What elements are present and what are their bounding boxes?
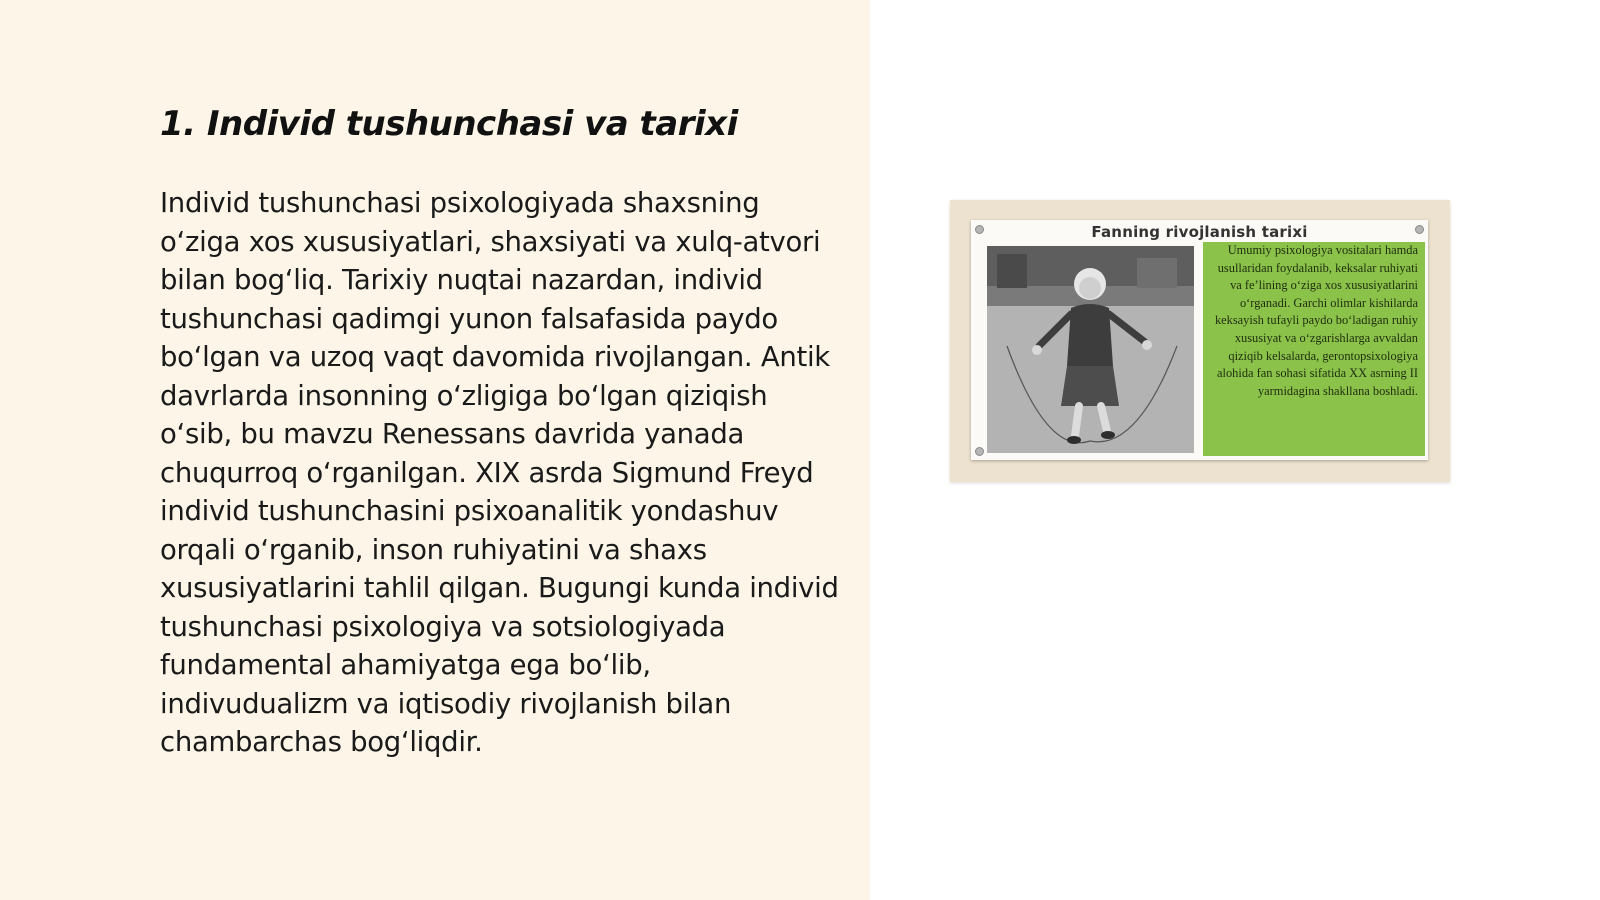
- pin-icon: [975, 447, 984, 456]
- slide-heading: 1. Individ tushunchasi va tarixi: [160, 104, 738, 144]
- figure-caption: Umumiy psixologiya vositalari hamda usullaridan foydalanib, keksalar ruhiyati va fe’lining o‘ziga xos xususiyatlarini o‘rganadi. Garchi olimlar kishilarda keksayish tufayli paydo bo‘ladigan ruhiy xususiyat va o‘zgarishlarga avvaldan qiziqib kelsalarda, gerontopsixologiya alohida fan sohasi sifatida XX asrning II yarmidagina shakllana boshladi.: [1214, 243, 1418, 398]
- elderly-woman-photo: [987, 246, 1194, 453]
- jumping-rope-illustration: [987, 246, 1194, 453]
- figure-card: [971, 220, 1428, 460]
- slide-body-text: Individ tushunchasi psixologiyada shaxsning o‘ziga xos xususiyatlari, shaxsiyati va xulq-atvori bilan bog‘liq. Tarixiy nuqtai nazardan, individ tushunchasi qadimgi yunon falsafasida paydo bo‘lgan va uzoq vaqt davomida rivojlangan. Antik davrlarda insonning o‘zligiga bo‘lgan qiziqish o‘sib, bu mavzu Renessans davrida yanada chuqurroq o‘rganilgan. XIX asrda Sigmund Freyd individ tushunchasini psixoanalitik yondashuv orqali o‘rganib, inson ruhiyatini va shaxs xususiyatlarini tahlil qilgan. Bugungi kunda individ tushunchasi psixologiya va sotsiologiyada fundamental ahamiyatga ega bo‘lib, indivudualizm va iqtisodiy rivojlanish bilan chambarchas bog‘liqdir.: [160, 187, 839, 758]
- figure-frame: [950, 200, 1450, 482]
- figure-title: Fanning rivojlanish tarixi: [1091, 223, 1308, 241]
- caption-box: [1203, 242, 1425, 456]
